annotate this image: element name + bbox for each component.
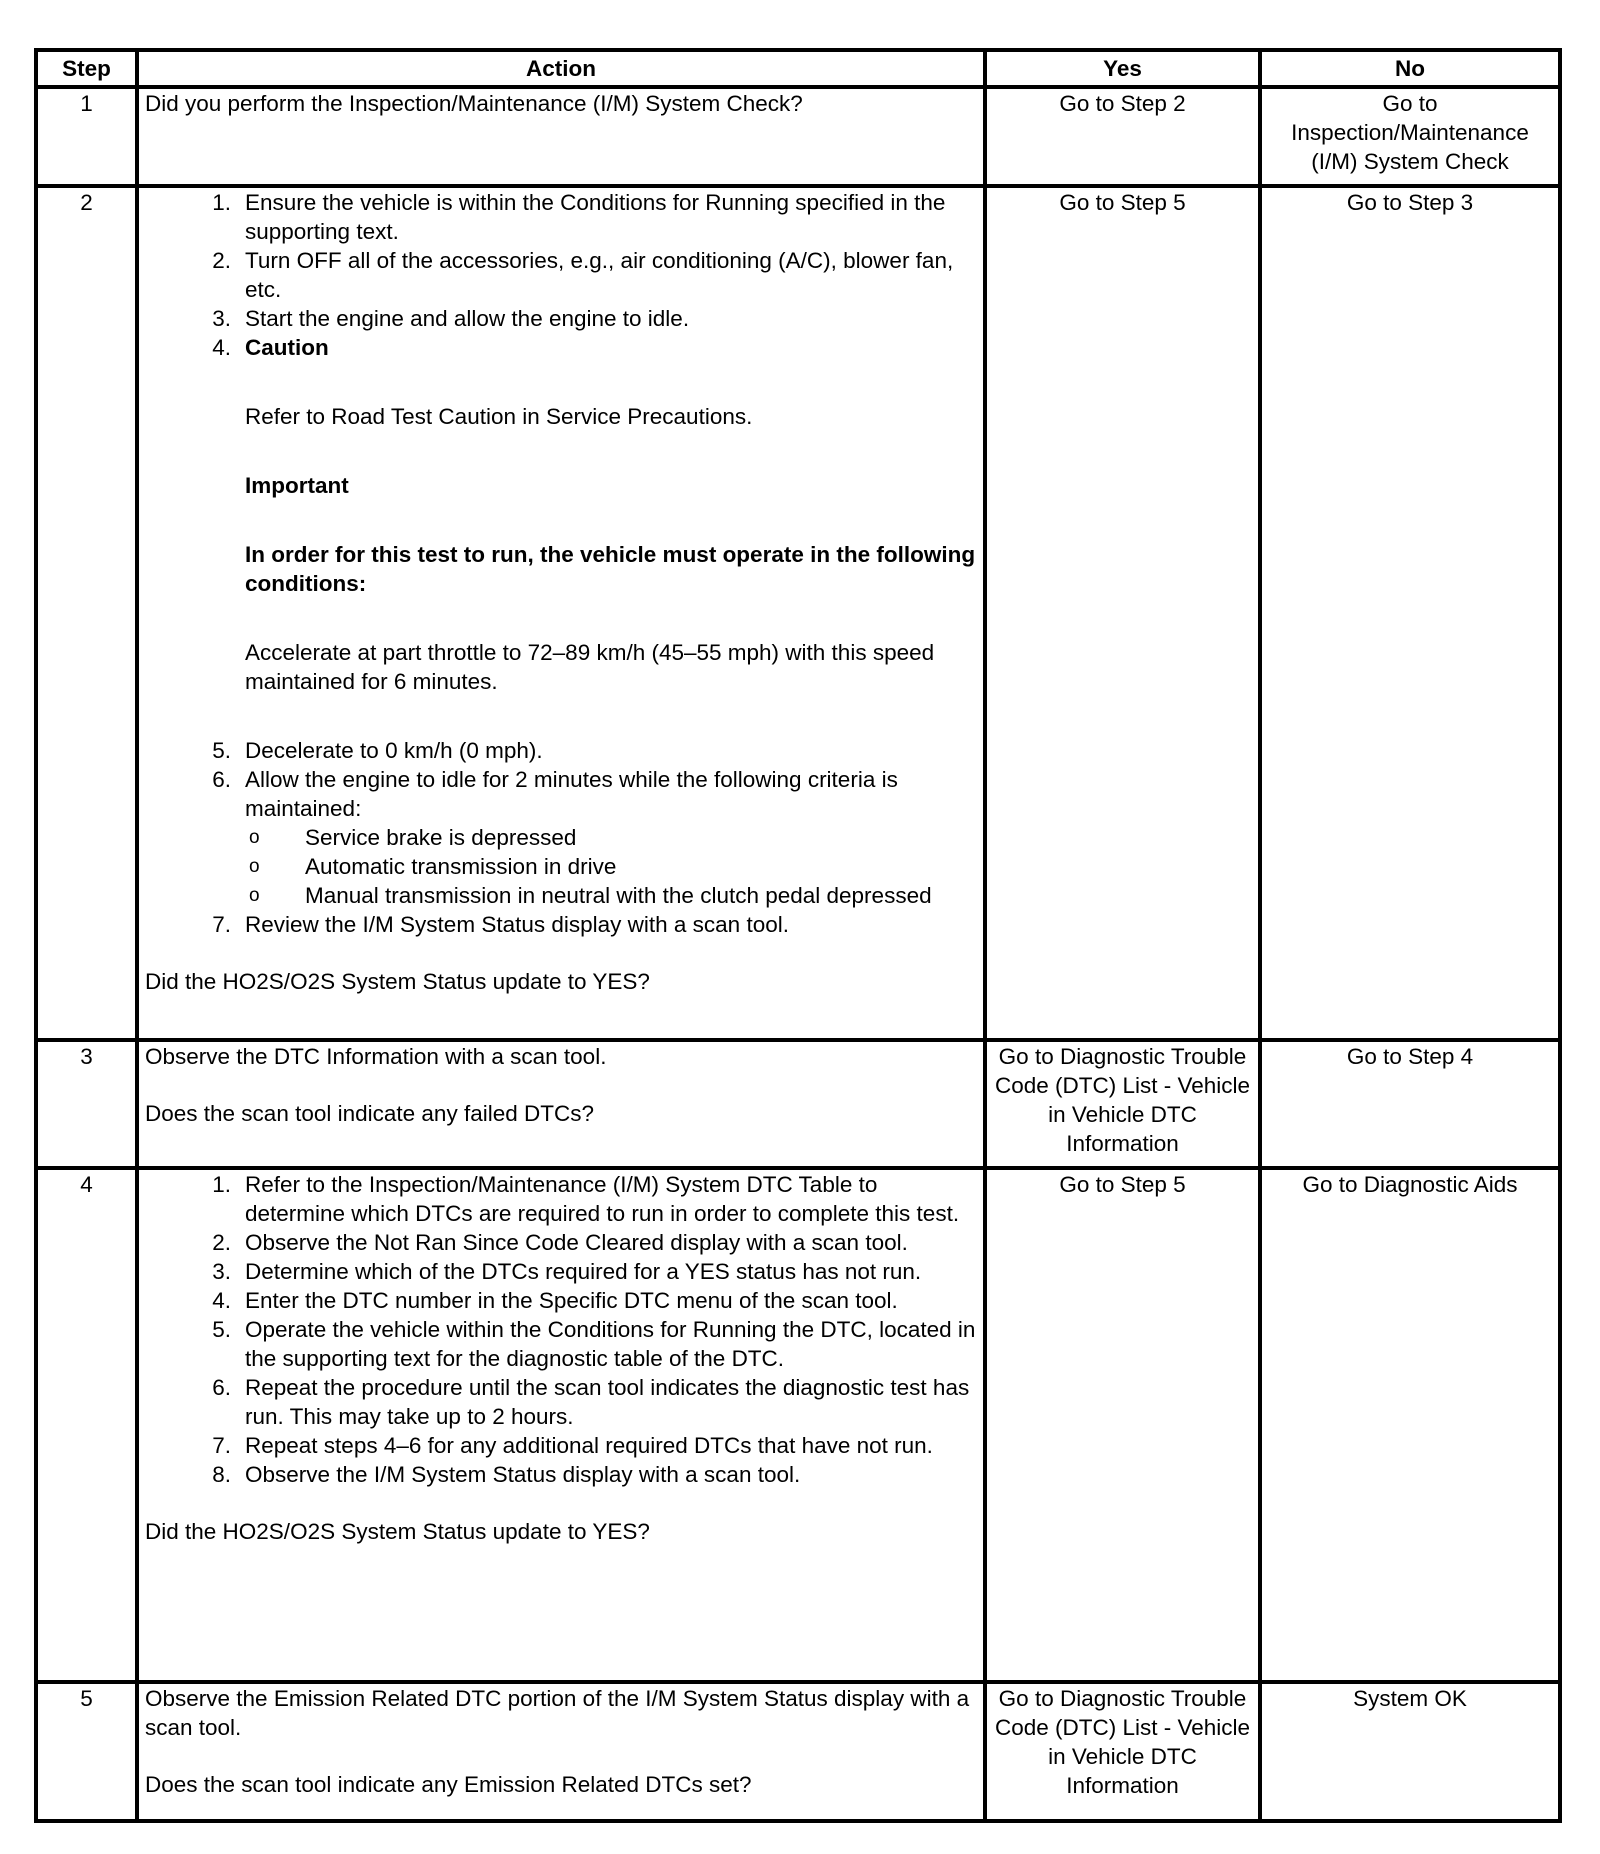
list-item	[145, 333, 977, 736]
table-row	[36, 1168, 1560, 1682]
list-item	[145, 1431, 977, 1460]
item-text: Allow the engine to idle for 2 minutes while the following criteria is maintained:	[245, 767, 898, 821]
list-item	[145, 1257, 977, 1286]
procedure-list	[145, 188, 977, 939]
list-item	[145, 1315, 977, 1373]
list-item	[145, 304, 977, 333]
bullet-marker: o	[249, 856, 260, 877]
intro-text: Observe the Emission Related DTC portion of the I/M System Status display with a scan tool.	[145, 1686, 970, 1740]
item-text: Turn OFF all of the accessories, e.g., air conditioning (A/C), blower fan, etc.	[245, 248, 954, 302]
criteria-list	[245, 823, 977, 910]
item-text: Refer to the Inspection/Maintenance (I/M) System DTC Table to determine which DTCs are required to run in order to complete this test.	[245, 1172, 960, 1226]
header-row	[36, 50, 1560, 87]
action-cell	[137, 1682, 985, 1821]
diagnostic-table	[34, 48, 1562, 1823]
step-number: 5	[36, 1682, 137, 1821]
list-item	[145, 736, 977, 765]
question-text: Does the scan tool indicate any failed DTCs?	[145, 1101, 594, 1126]
yes-cell: Go to Diagnostic Trouble Code (DTC) List - Vehicle in Vehicle DTC Information	[985, 1682, 1260, 1821]
list-item	[145, 1373, 977, 1431]
list-item	[145, 1228, 977, 1257]
list-item	[145, 246, 977, 304]
sub-item-text: Service brake is depressed	[305, 825, 577, 850]
action-cell	[137, 1168, 985, 1682]
table-row	[36, 186, 1560, 1040]
list-item	[145, 1460, 977, 1489]
question-text: Did the HO2S/O2S System Status update to YES?	[145, 969, 650, 994]
sub-list-item	[245, 823, 977, 852]
item-number: 1.	[212, 1172, 231, 1197]
list-item	[145, 1170, 977, 1228]
header-yes: Yes	[985, 50, 1260, 87]
item-text: Review the I/M System Status display with a scan tool.	[245, 912, 789, 937]
step-number: 1	[36, 87, 137, 186]
item-number: 5.	[212, 1317, 231, 1342]
question-text: Does the scan tool indicate any Emission Related DTCs set?	[145, 1772, 752, 1797]
intro-text: Observe the DTC Information with a scan tool.	[145, 1044, 607, 1069]
item-text: Start the engine and allow the engine to idle.	[245, 306, 690, 331]
item-text: Accelerate at part throttle to 72–89 km/h (45–55 mph) with this speed maintained for 6 minutes.	[245, 640, 935, 694]
item-text: Repeat steps 4–6 for any additional required DTCs that have not run.	[245, 1433, 933, 1458]
header-step: Step	[36, 50, 137, 87]
list-item	[145, 910, 977, 939]
step-number: 3	[36, 1040, 137, 1168]
no-cell: Go to Inspection/Maintenance (I/M) System Check	[1260, 87, 1560, 186]
item-text: Operate the vehicle within the Conditions for Running the DTC, located in the supporting text for the diagnostic table of the DTC.	[245, 1317, 976, 1371]
sub-item-text: Automatic transmission in drive	[305, 854, 617, 879]
sub-list-item	[245, 852, 977, 881]
table-row	[36, 87, 1560, 186]
item-number: 8.	[212, 1462, 231, 1487]
item-text: Observe the Not Ran Since Code Cleared display with a scan tool.	[245, 1230, 908, 1255]
yes-cell: Go to Diagnostic Trouble Code (DTC) List - Vehicle in Vehicle DTC Information	[985, 1040, 1260, 1168]
list-item	[145, 765, 977, 910]
yes-cell: Go to Step 2	[985, 87, 1260, 186]
item-number: 2.	[212, 248, 231, 273]
important-text: In order for this test to run, the vehicle must operate in the following conditions:	[245, 542, 976, 596]
bullet-marker: o	[249, 827, 260, 848]
question-text: Did you perform the Inspection/Maintenance (I/M) System Check?	[145, 91, 803, 116]
step-number: 2	[36, 186, 137, 1040]
item-text: Observe the I/M System Status display with a scan tool.	[245, 1462, 801, 1487]
question-text: Did the HO2S/O2S System Status update to YES?	[145, 1519, 650, 1544]
step-number: 4	[36, 1168, 137, 1682]
table-row	[36, 1040, 1560, 1168]
no-cell: System OK	[1260, 1682, 1560, 1821]
item-number: 2.	[212, 1230, 231, 1255]
caution-text: Refer to Road Test Caution in Service Precautions.	[245, 404, 753, 429]
item-text: Determine which of the DTCs required for a YES status has not run.	[245, 1259, 922, 1284]
item-body	[245, 333, 977, 736]
item-text: Repeat the procedure until the scan tool indicates the diagnostic test has run. This may take up to 2 hours.	[245, 1375, 970, 1429]
no-cell: Go to Step 3	[1260, 186, 1560, 1040]
item-number: 4.	[212, 335, 231, 360]
action-cell	[137, 87, 985, 186]
no-cell: Go to Diagnostic Aids	[1260, 1168, 1560, 1682]
item-number: 3.	[212, 306, 231, 331]
action-cell	[137, 1040, 985, 1168]
header-action: Action	[137, 50, 985, 87]
list-item	[145, 188, 977, 246]
item-number: 7.	[212, 1433, 231, 1458]
item-text: Enter the DTC number in the Specific DTC menu of the scan tool.	[245, 1288, 898, 1313]
action-cell	[137, 186, 985, 1040]
important-label: Important	[245, 473, 349, 498]
header-no: No	[1260, 50, 1560, 87]
item-number: 6.	[212, 767, 231, 792]
sub-item-text: Manual transmission in neutral with the clutch pedal depressed	[305, 883, 932, 908]
procedure-list	[145, 1170, 977, 1489]
table-row	[36, 1682, 1560, 1821]
no-cell: Go to Step 4	[1260, 1040, 1560, 1168]
item-text: Decelerate to 0 km/h (0 mph).	[245, 738, 543, 763]
sub-list-item	[245, 881, 977, 910]
item-body	[245, 765, 977, 910]
list-item	[145, 1286, 977, 1315]
yes-cell: Go to Step 5	[985, 186, 1260, 1040]
item-number: 1.	[212, 190, 231, 215]
item-number: 7.	[212, 912, 231, 937]
yes-cell: Go to Step 5	[985, 1168, 1260, 1682]
item-number: 6.	[212, 1375, 231, 1400]
item-number: 3.	[212, 1259, 231, 1284]
bullet-marker: o	[249, 885, 260, 906]
item-number: 5.	[212, 738, 231, 763]
caution-label: Caution	[245, 335, 329, 360]
item-text: Ensure the vehicle is within the Conditions for Running specified in the supporting text.	[245, 190, 946, 244]
item-number: 4.	[212, 1288, 231, 1313]
